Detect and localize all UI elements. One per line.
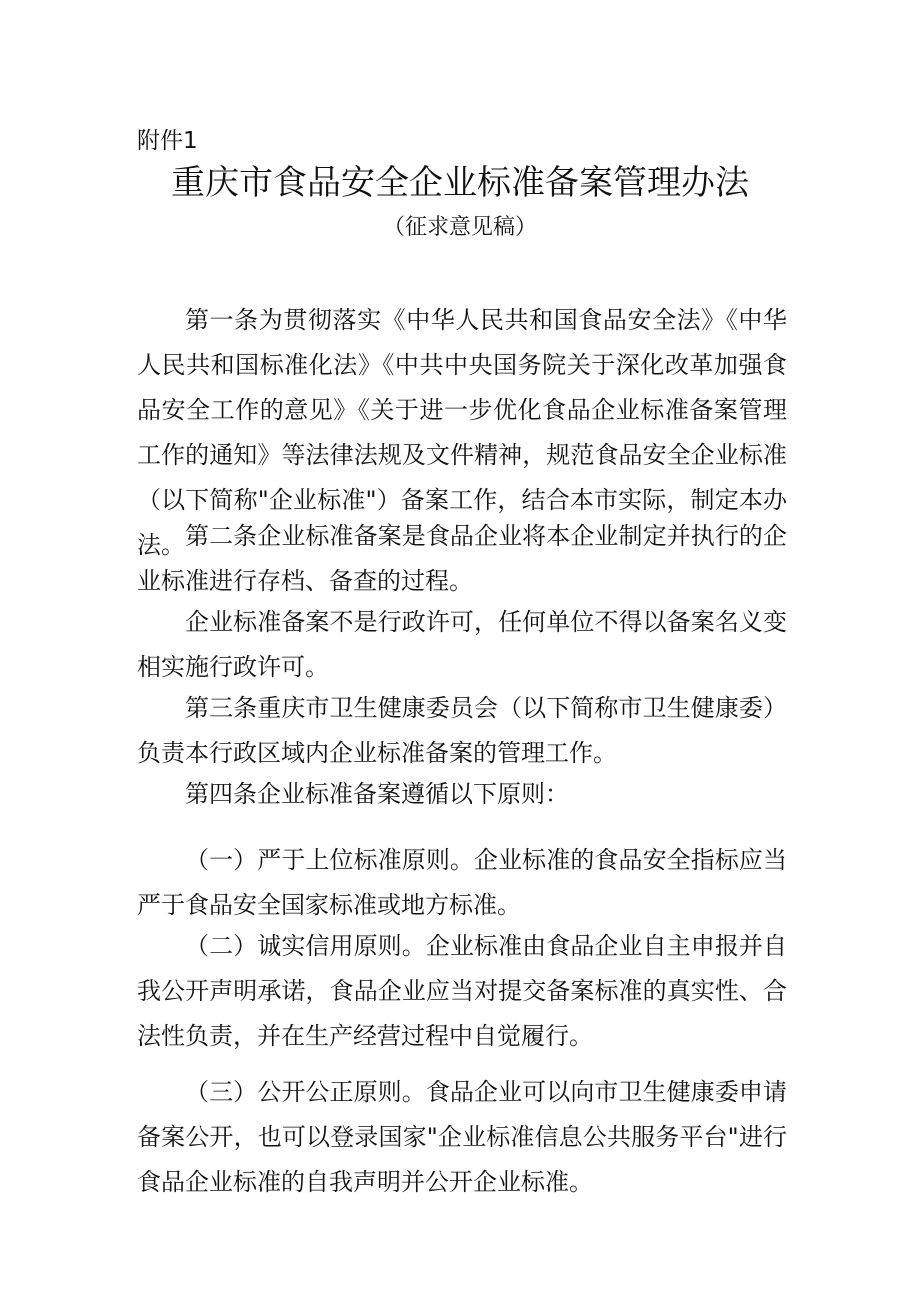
attachment-label: 附件1 — [137, 128, 198, 154]
paragraph-article-4: 第四条企业标准备案遵循以下原则： — [185, 780, 569, 808]
paragraph-article-2-note: 企业标准备案不是行政许可，任何单位不得以备案名义变相实施行政许可。 — [137, 608, 787, 681]
document-title: 重庆市食品安全企业标准备案管理办法 — [171, 163, 749, 203]
paragraph-article-2: 第二条企业标准备案是食品企业将本企业制定并执行的企业标准进行存档、备查的过程。 — [137, 522, 787, 595]
document-subtitle: （征求意见稿） — [382, 215, 537, 240]
paragraph-principle-2: （二）诚实信用原则。企业标准由食品企业自主申报并自我公开声明承诺，食品企业应当对提交备案标准的真实性、合法性负责，并在生产经营过程中自觉履行。 — [137, 932, 787, 1050]
paragraph-principle-1: （一）严于上位标准原则。企业标准的食品安全指标应当严于食品安全国家标准或地方标准。 — [137, 846, 787, 919]
paragraph-article-3: 第三条重庆市卫生健康委员会（以下简称市卫生健康委）负责本行政区域内企业标准备案的管理工作。 — [137, 694, 787, 767]
paragraph-article-1: 第一条为贯彻落实《中华人民共和国食品安全法》《中华人民共和国标准化法》《中共中央国务院关于深化改革加强食品安全工作的意见》《关于进一步优化食品企业标准备案管理工作的通知》等法律法规及文件精神，规范食品安全企业标准（以下简称"企业标准"）备案工作，结合本市实际，制定本办法。 — [137, 306, 787, 559]
paragraph-principle-3: （三）公开公正原则。食品企业可以向市卫生健康委申请备案公开，也可以登录国家"企业标准信息公共服务平台"进行食品企业标准的自我声明并公开企业标准。 — [137, 1078, 787, 1196]
